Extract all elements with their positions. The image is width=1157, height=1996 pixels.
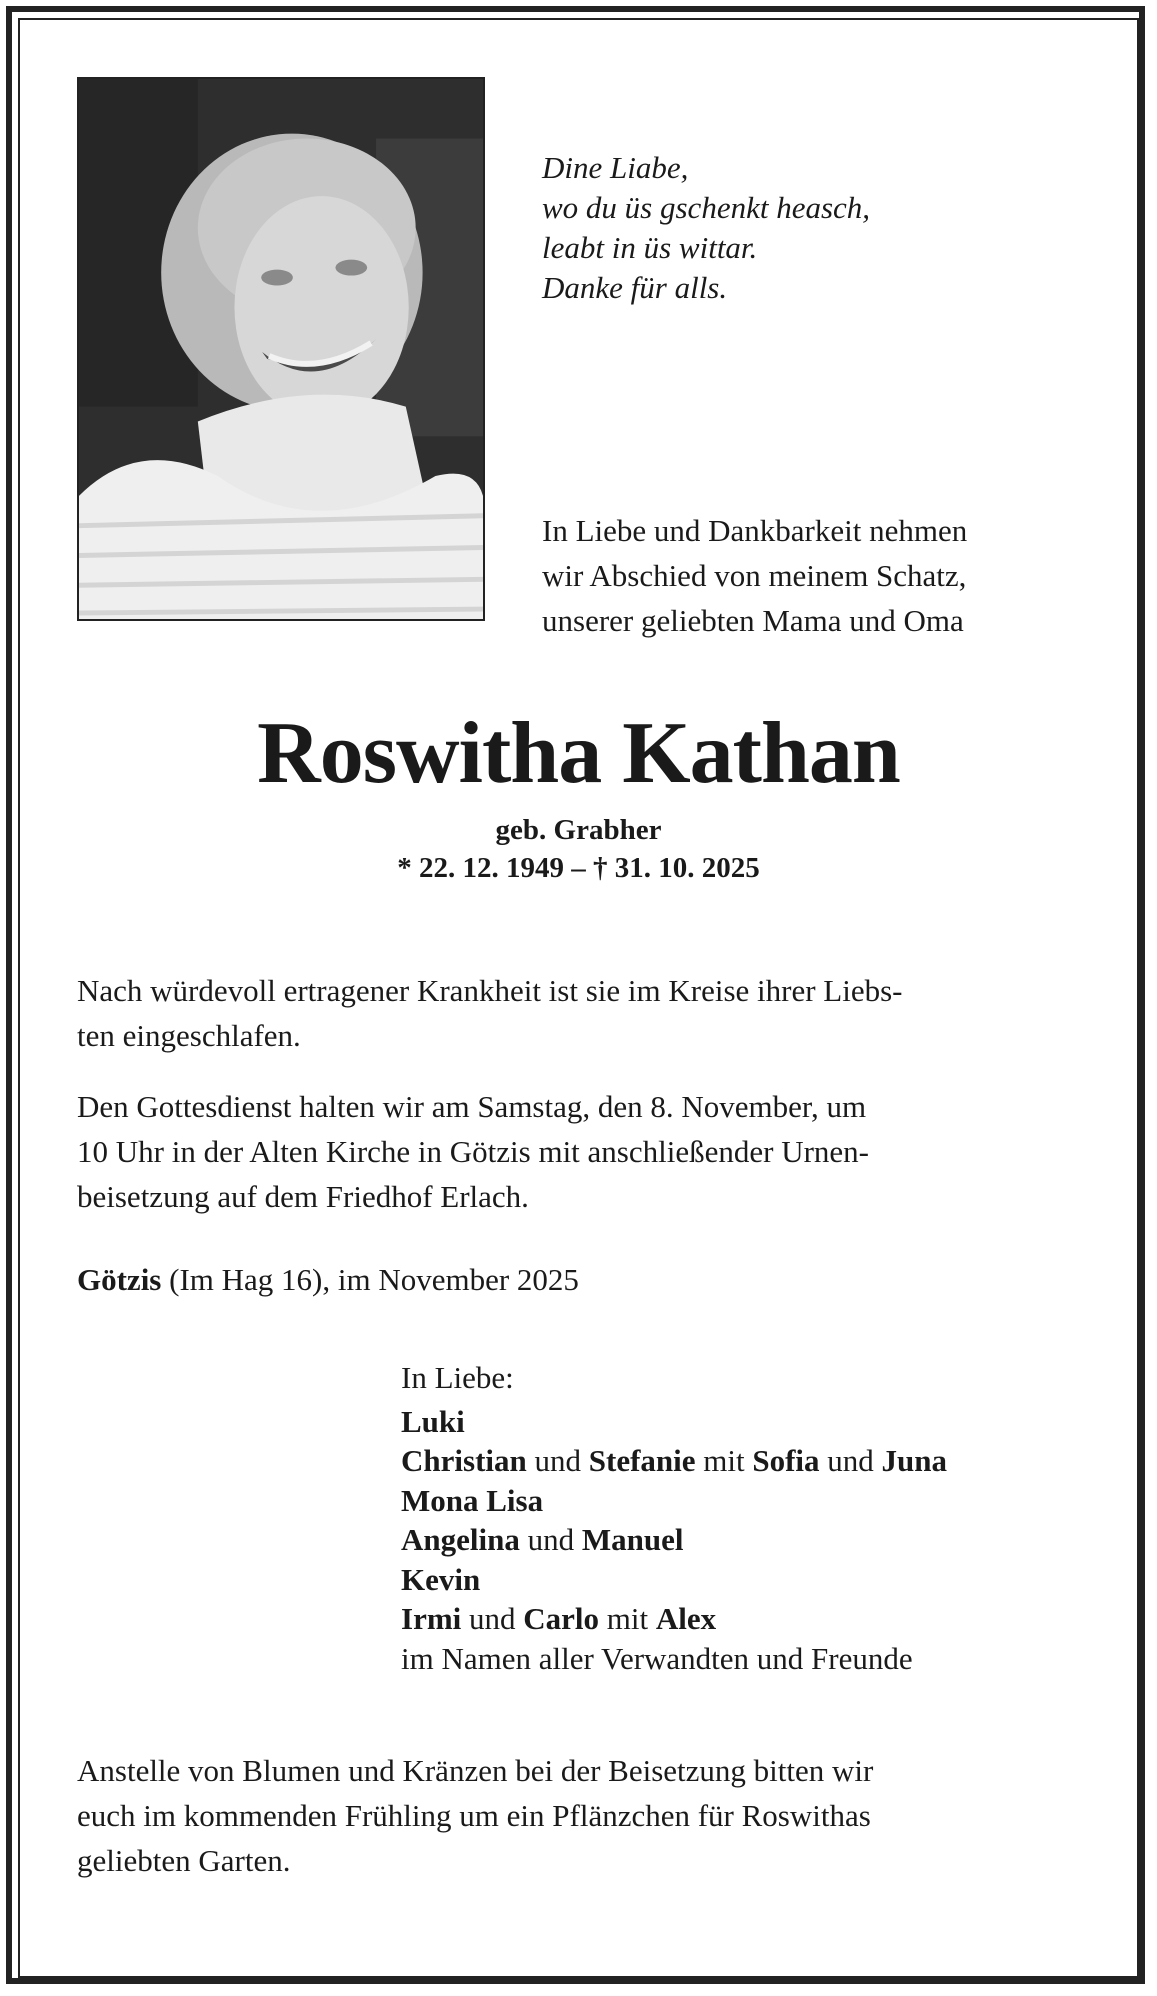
family-member: Manuel <box>581 1522 684 1557</box>
intro-line: wir Abschied von meinem Schatz, <box>542 558 967 593</box>
intro-line: In Liebe und Dankbarkeit nehmen <box>542 513 968 548</box>
connector-text: mit <box>695 1443 753 1478</box>
illness-paragraph <box>77 968 1080 1058</box>
place-and-date <box>77 1257 1080 1302</box>
place-detail: (Im Hag 16), im November 2025 <box>161 1262 579 1297</box>
life-dates: * 22. 12. 1949 – † 31. 10. 2025 <box>397 852 760 884</box>
connector-text: und <box>519 1522 582 1557</box>
paragraph-line: geliebten Garten. <box>77 1843 291 1878</box>
flowers-request <box>77 1748 1080 1883</box>
deceased-name: Roswitha Kathan <box>257 705 900 802</box>
connector-text: und <box>819 1443 882 1478</box>
service-paragraph <box>77 1084 1080 1219</box>
paragraph-line: ten eingeschlafen. <box>77 1018 301 1053</box>
family-member: Carlo <box>523 1601 600 1636</box>
paragraph-line: Nach würdevoll ertragener Krankheit ist sie im Kreise ihrer Liebs- <box>77 973 903 1008</box>
paragraph-line: beisetzung auf dem Friedhof Erlach. <box>77 1179 529 1214</box>
farewell-intro <box>542 508 967 643</box>
maiden-name: geb. Grabher <box>495 814 662 846</box>
poem <box>542 148 870 308</box>
family-member: Mona Lisa <box>401 1482 544 1518</box>
paragraph-line: 10 Uhr in der Alten Kirche in Götzis mit anschließender Urnen- <box>77 1134 869 1169</box>
family-member: Angelina <box>401 1522 520 1557</box>
family-heading: In Liebe: <box>401 1360 514 1395</box>
connector-text: mit <box>599 1601 656 1636</box>
intro-line: unserer geliebten Mama und Oma <box>542 603 964 638</box>
family-line <box>401 1441 947 1481</box>
family-member: Stefanie <box>588 1443 696 1478</box>
family-member: Irmi <box>401 1601 462 1636</box>
family-member: Juna <box>881 1443 948 1478</box>
paragraph-line: Anstelle von Blumen und Kränzen bei der Beisetzung bitten wir <box>77 1753 874 1788</box>
poem-line: wo du üs gschenkt heasch, <box>542 190 871 225</box>
portrait-photo <box>77 77 485 621</box>
family-closing: im Namen aller Verwandten und Freunde <box>401 1640 913 1676</box>
poem-line: leabt in üs wittar. <box>542 230 758 265</box>
connector-text: und <box>461 1601 524 1636</box>
poem-line: Danke für alls. <box>542 270 728 305</box>
poem-line: Dine Liabe, <box>542 150 689 185</box>
paragraph-line: euch im kommenden Frühling um ein Pflänzchen für Roswithas <box>77 1798 871 1833</box>
connector-text: und <box>526 1443 589 1478</box>
family-signatures <box>401 1358 947 1678</box>
family-line <box>401 1402 947 1442</box>
paragraph-line: Den Gottesdienst halten wir am Samstag, den 8. November, um <box>77 1089 867 1124</box>
family-line <box>401 1599 947 1639</box>
family-member: Kevin <box>401 1561 481 1597</box>
family-member: Christian <box>401 1443 527 1478</box>
family-member: Sofia <box>752 1443 820 1478</box>
family-member: Luki <box>401 1403 465 1439</box>
family-member: Alex <box>655 1601 717 1636</box>
family-line <box>401 1481 947 1521</box>
family-line <box>401 1520 947 1560</box>
place-name: Götzis <box>77 1262 162 1297</box>
portrait-image <box>79 79 483 619</box>
family-line <box>401 1560 947 1600</box>
